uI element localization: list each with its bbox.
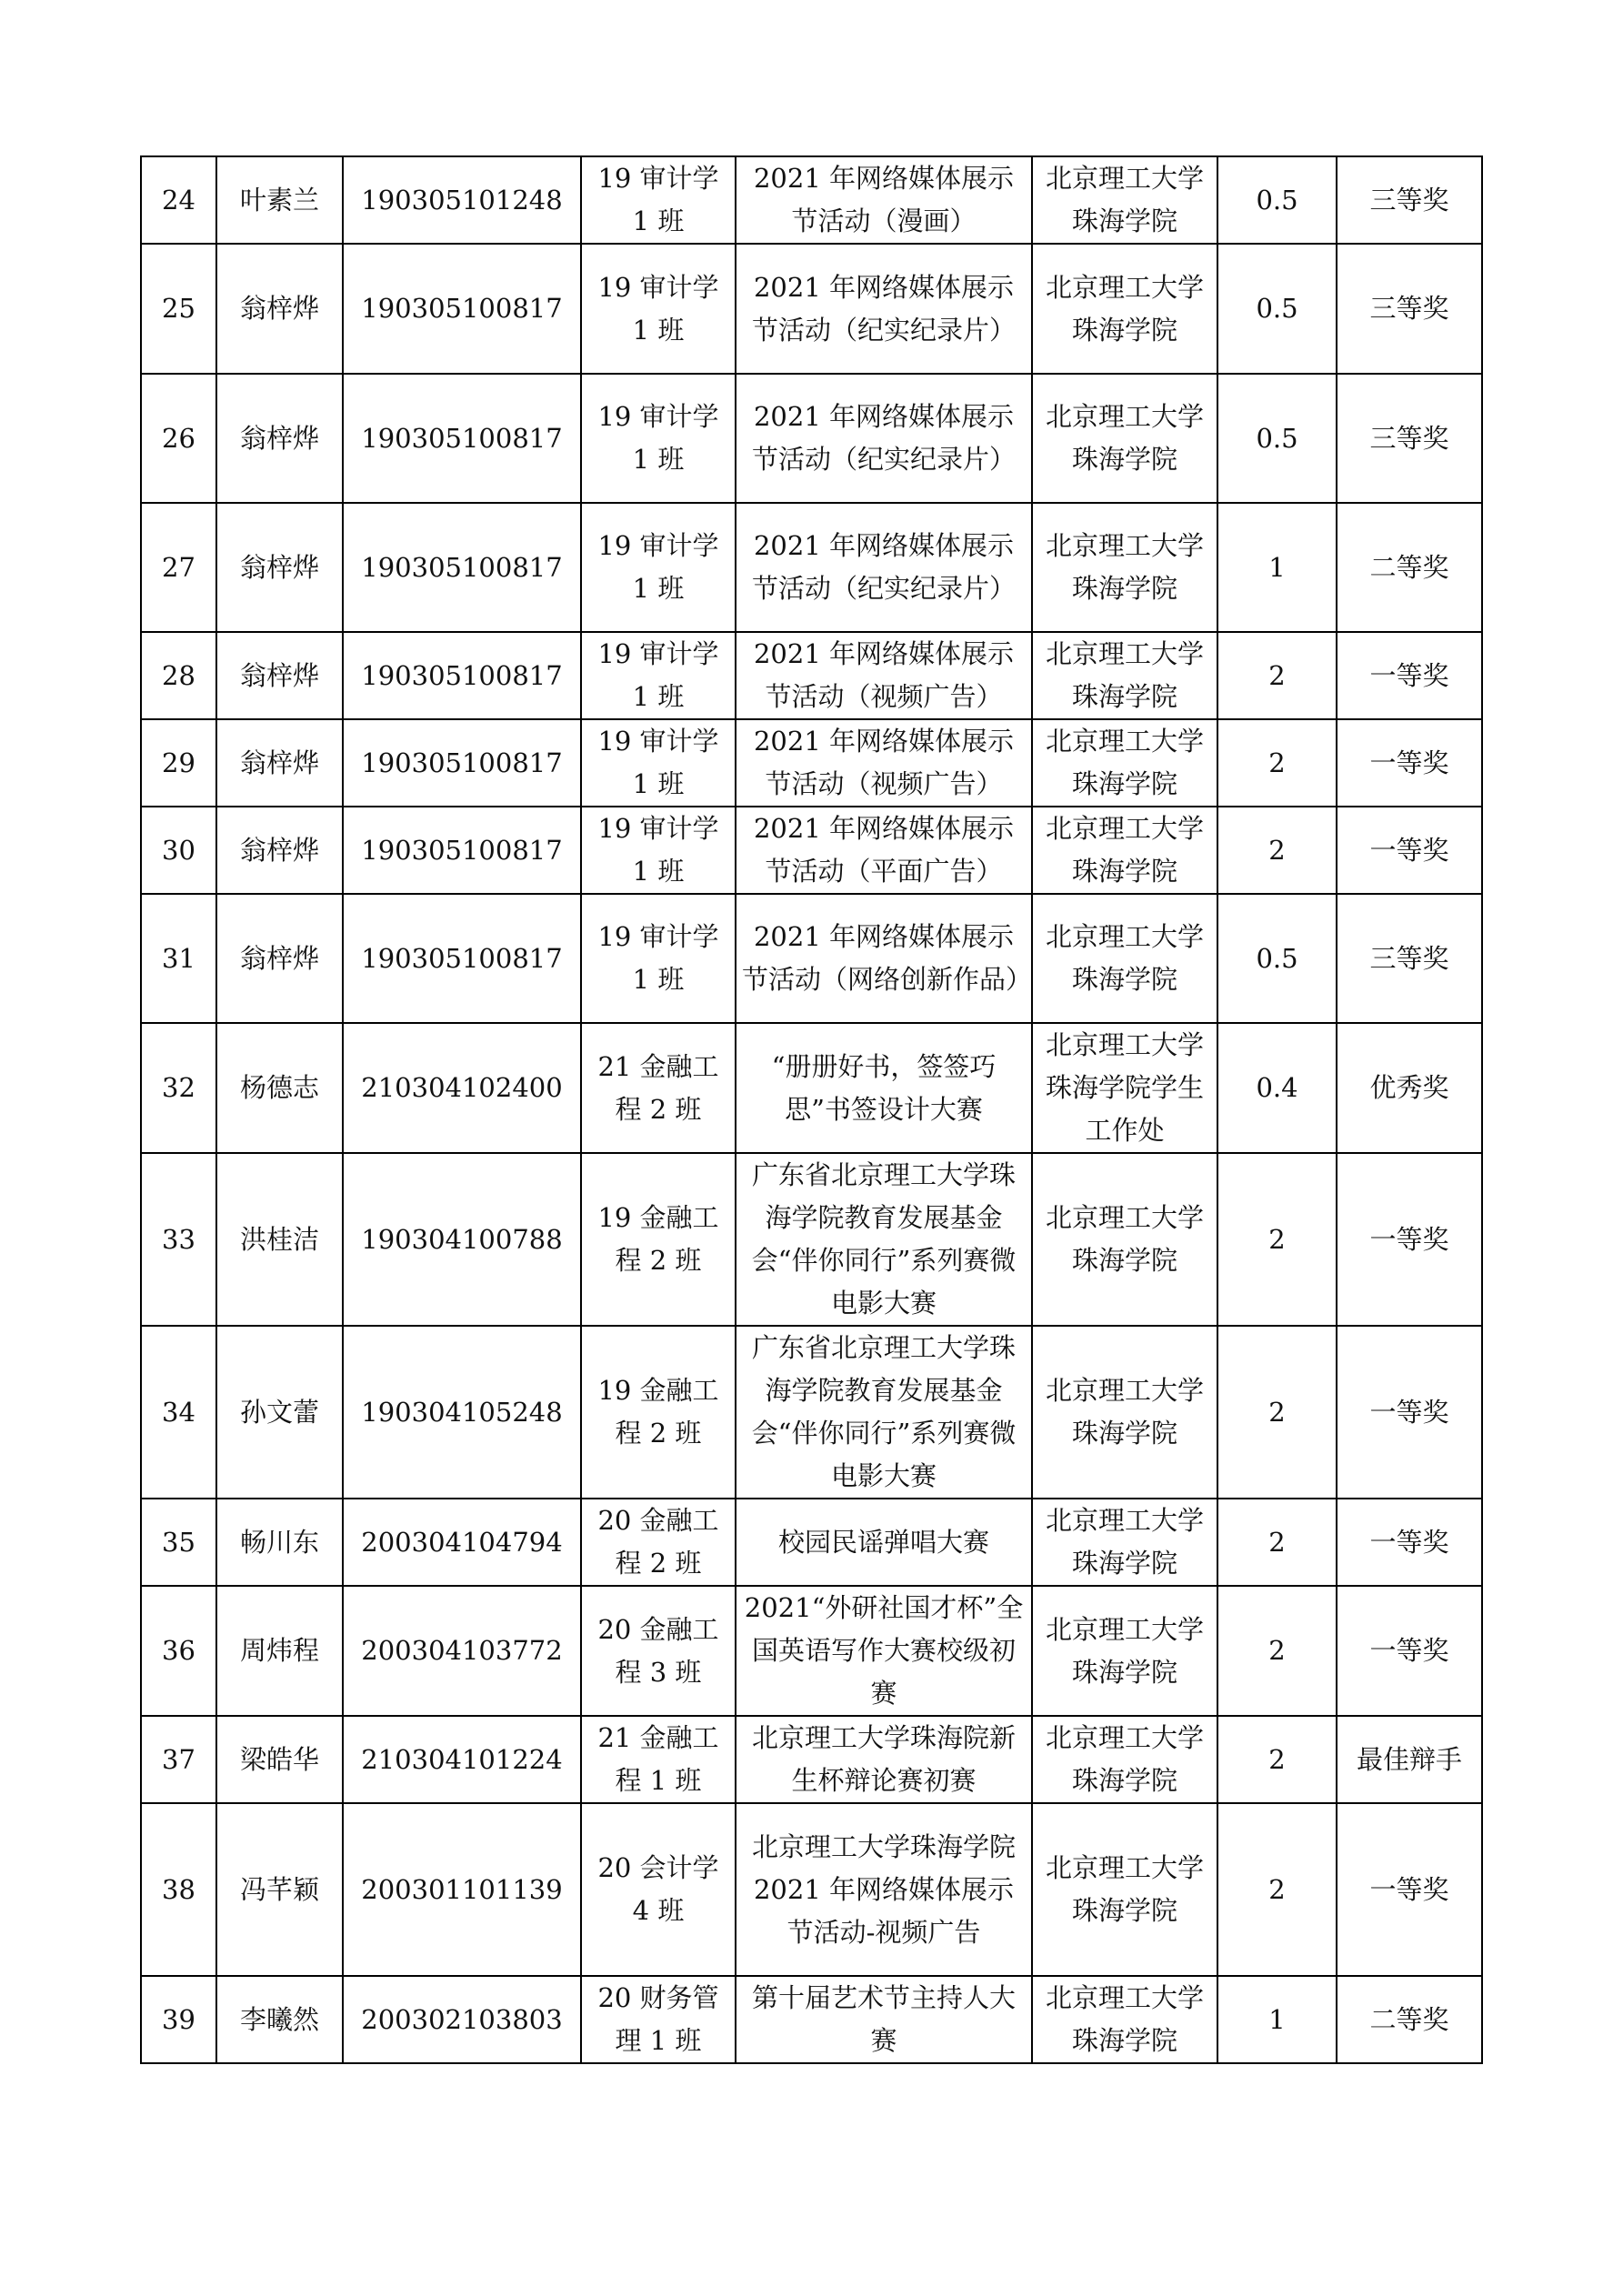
class-name-cell: 20 财务管理 1 班: [581, 1976, 736, 2063]
award-level-cell: 二等奖: [1337, 1976, 1482, 2063]
student-name-cell: 洪桂洁: [216, 1153, 343, 1326]
student-name-cell: 翁梓烨: [216, 719, 343, 807]
credit-score-cell: 2: [1217, 1586, 1337, 1716]
class-name-cell: 19 审计学 1 班: [581, 503, 736, 632]
credit-score-cell: 0.5: [1217, 374, 1337, 503]
student-id-cell: 190305100817: [343, 719, 581, 807]
organizer-cell: 北京理工大学珠海学院: [1032, 1976, 1217, 2063]
organizer-cell: 北京理工大学珠海学院: [1032, 1716, 1217, 1803]
row-number-cell: 31: [141, 894, 216, 1023]
organizer-cell: 北京理工大学珠海学院: [1032, 1803, 1217, 1976]
row-number-cell: 36: [141, 1586, 216, 1716]
organizer-cell: 北京理工大学珠海学院: [1032, 1153, 1217, 1326]
table-row: [141, 1326, 1482, 1499]
credit-score-cell: 0.5: [1217, 156, 1337, 244]
award-level-cell: 一等奖: [1337, 1499, 1482, 1586]
row-number-cell: 30: [141, 807, 216, 894]
student-name-cell: 翁梓烨: [216, 632, 343, 719]
organizer-cell: 北京理工大学珠海学院: [1032, 503, 1217, 632]
activity-name-cell: 北京理工大学珠海学院 2021 年网络媒体展示节活动-视频广告: [736, 1803, 1032, 1976]
activity-name-cell: 2021 年网络媒体展示节活动（纪实纪录片）: [736, 503, 1032, 632]
student-name-cell: 畅川东: [216, 1499, 343, 1586]
organizer-cell: 北京理工大学珠海学院: [1032, 1326, 1217, 1499]
activity-name-cell: 广东省北京理工大学珠海学院教育发展基金会“伴你同行”系列赛微电影大赛: [736, 1153, 1032, 1326]
class-name-cell: 21 金融工程 1 班: [581, 1716, 736, 1803]
student-name-cell: 叶素兰: [216, 156, 343, 244]
table-row: [141, 1023, 1482, 1153]
table-row: [141, 719, 1482, 807]
row-number-cell: 34: [141, 1326, 216, 1499]
organizer-cell: 北京理工大学珠海学院: [1032, 632, 1217, 719]
student-id-cell: 190305100817: [343, 632, 581, 719]
credit-score-cell: 2: [1217, 719, 1337, 807]
class-name-cell: 19 金融工程 2 班: [581, 1326, 736, 1499]
student-id-cell: 190304105248: [343, 1326, 581, 1499]
table-row: [141, 894, 1482, 1023]
student-name-cell: 翁梓烨: [216, 807, 343, 894]
credit-score-cell: 2: [1217, 1499, 1337, 1586]
table-row: [141, 807, 1482, 894]
credit-score-cell: 0.5: [1217, 244, 1337, 374]
credit-score-cell: 2: [1217, 1716, 1337, 1803]
activity-name-cell: 2021 年网络媒体展示节活动（网络创新作品）: [736, 894, 1032, 1023]
class-name-cell: 19 审计学 1 班: [581, 156, 736, 244]
student-id-cell: 200304103772: [343, 1586, 581, 1716]
row-number-cell: 33: [141, 1153, 216, 1326]
row-number-cell: 28: [141, 632, 216, 719]
row-number-cell: 38: [141, 1803, 216, 1976]
class-name-cell: 19 审计学 1 班: [581, 894, 736, 1023]
table-row: [141, 1716, 1482, 1803]
activity-name-cell: 2021“外研社国才杯”全国英语写作大赛校级初赛: [736, 1586, 1032, 1716]
organizer-cell: 北京理工大学珠海学院: [1032, 244, 1217, 374]
class-name-cell: 19 审计学 1 班: [581, 244, 736, 374]
table-row: [141, 1586, 1482, 1716]
award-level-cell: 一等奖: [1337, 719, 1482, 807]
credit-score-cell: 0.4: [1217, 1023, 1337, 1153]
award-level-cell: 最佳辩手: [1337, 1716, 1482, 1803]
award-level-cell: 二等奖: [1337, 503, 1482, 632]
credit-score-cell: 2: [1217, 1153, 1337, 1326]
organizer-cell: 北京理工大学珠海学院: [1032, 1499, 1217, 1586]
activity-name-cell: 2021 年网络媒体展示节活动（纪实纪录片）: [736, 374, 1032, 503]
award-level-cell: 一等奖: [1337, 1153, 1482, 1326]
student-name-cell: 李曦然: [216, 1976, 343, 2063]
student-id-cell: 210304101224: [343, 1716, 581, 1803]
credit-score-cell: 2: [1217, 1803, 1337, 1976]
student-id-cell: 190305100817: [343, 894, 581, 1023]
table-row: [141, 1153, 1482, 1326]
student-id-cell: 200301101139: [343, 1803, 581, 1976]
award-level-cell: 优秀奖: [1337, 1023, 1482, 1153]
row-number-cell: 35: [141, 1499, 216, 1586]
class-name-cell: 19 审计学 1 班: [581, 374, 736, 503]
table-row: [141, 1499, 1482, 1586]
student-name-cell: 杨德志: [216, 1023, 343, 1153]
student-id-cell: 190305100817: [343, 374, 581, 503]
credit-score-cell: 1: [1217, 1976, 1337, 2063]
row-number-cell: 26: [141, 374, 216, 503]
table-body: [141, 156, 1482, 2063]
organizer-cell: 北京理工大学珠海学院学生工作处: [1032, 1023, 1217, 1153]
credit-score-cell: 2: [1217, 807, 1337, 894]
table-row: [141, 156, 1482, 244]
award-level-cell: 一等奖: [1337, 632, 1482, 719]
table-row: [141, 374, 1482, 503]
table-row: [141, 1803, 1482, 1976]
student-name-cell: 孙文蕾: [216, 1326, 343, 1499]
class-name-cell: 19 金融工程 2 班: [581, 1153, 736, 1326]
table-row: [141, 503, 1482, 632]
activity-name-cell: 第十届艺术节主持人大赛: [736, 1976, 1032, 2063]
organizer-cell: 北京理工大学珠海学院: [1032, 374, 1217, 503]
student-name-cell: 梁皓华: [216, 1716, 343, 1803]
class-name-cell: 20 会计学 4 班: [581, 1803, 736, 1976]
activity-name-cell: 2021 年网络媒体展示节活动（纪实纪录片）: [736, 244, 1032, 374]
award-level-cell: 三等奖: [1337, 156, 1482, 244]
table-row: [141, 632, 1482, 719]
row-number-cell: 39: [141, 1976, 216, 2063]
activity-name-cell: 2021 年网络媒体展示节活动（视频广告）: [736, 719, 1032, 807]
award-level-cell: 一等奖: [1337, 1586, 1482, 1716]
student-id-cell: 200302103803: [343, 1976, 581, 2063]
table-row: [141, 1976, 1482, 2063]
student-id-cell: 210304102400: [343, 1023, 581, 1153]
award-level-cell: 一等奖: [1337, 1803, 1482, 1976]
student-id-cell: 190305100817: [343, 807, 581, 894]
class-name-cell: 20 金融工程 2 班: [581, 1499, 736, 1586]
organizer-cell: 北京理工大学珠海学院: [1032, 807, 1217, 894]
activity-name-cell: 2021 年网络媒体展示节活动（平面广告）: [736, 807, 1032, 894]
class-name-cell: 19 审计学 1 班: [581, 632, 736, 719]
row-number-cell: 27: [141, 503, 216, 632]
student-id-cell: 190305100817: [343, 503, 581, 632]
activity-name-cell: 2021 年网络媒体展示节活动（视频广告）: [736, 632, 1032, 719]
organizer-cell: 北京理工大学珠海学院: [1032, 1586, 1217, 1716]
student-name-cell: 周炜程: [216, 1586, 343, 1716]
row-number-cell: 37: [141, 1716, 216, 1803]
row-number-cell: 29: [141, 719, 216, 807]
class-name-cell: 20 金融工程 3 班: [581, 1586, 736, 1716]
credit-score-cell: 2: [1217, 1326, 1337, 1499]
organizer-cell: 北京理工大学珠海学院: [1032, 894, 1217, 1023]
student-name-cell: 翁梓烨: [216, 503, 343, 632]
award-level-cell: 一等奖: [1337, 807, 1482, 894]
credit-score-cell: 0.5: [1217, 894, 1337, 1023]
class-name-cell: 21 金融工程 2 班: [581, 1023, 736, 1153]
student-id-cell: 190304100788: [343, 1153, 581, 1326]
credit-score-cell: 1: [1217, 503, 1337, 632]
student-name-cell: 翁梓烨: [216, 244, 343, 374]
table-row: [141, 244, 1482, 374]
activity-name-cell: 广东省北京理工大学珠海学院教育发展基金会“伴你同行”系列赛微电影大赛: [736, 1326, 1032, 1499]
row-number-cell: 32: [141, 1023, 216, 1153]
award-level-cell: 三等奖: [1337, 374, 1482, 503]
organizer-cell: 北京理工大学珠海学院: [1032, 156, 1217, 244]
student-id-cell: 190305101248: [343, 156, 581, 244]
activity-name-cell: 2021 年网络媒体展示节活动（漫画）: [736, 156, 1032, 244]
activity-name-cell: 北京理工大学珠海院新生杯辩论赛初赛: [736, 1716, 1032, 1803]
award-level-cell: 一等奖: [1337, 1326, 1482, 1499]
student-name-cell: 翁梓烨: [216, 894, 343, 1023]
student-name-cell: 翁梓烨: [216, 374, 343, 503]
class-name-cell: 19 审计学 1 班: [581, 807, 736, 894]
award-level-cell: 三等奖: [1337, 244, 1482, 374]
class-name-cell: 19 审计学 1 班: [581, 719, 736, 807]
student-name-cell: 冯芊颖: [216, 1803, 343, 1976]
student-id-cell: 200304104794: [343, 1499, 581, 1586]
student-id-cell: 190305100817: [343, 244, 581, 374]
organizer-cell: 北京理工大学珠海学院: [1032, 719, 1217, 807]
row-number-cell: 25: [141, 244, 216, 374]
award-table: [140, 155, 1483, 2064]
award-level-cell: 三等奖: [1337, 894, 1482, 1023]
credit-score-cell: 2: [1217, 632, 1337, 719]
activity-name-cell: “册册好书，签签巧思”书签设计大赛: [736, 1023, 1032, 1153]
activity-name-cell: 校园民谣弹唱大赛: [736, 1499, 1032, 1586]
row-number-cell: 24: [141, 156, 216, 244]
